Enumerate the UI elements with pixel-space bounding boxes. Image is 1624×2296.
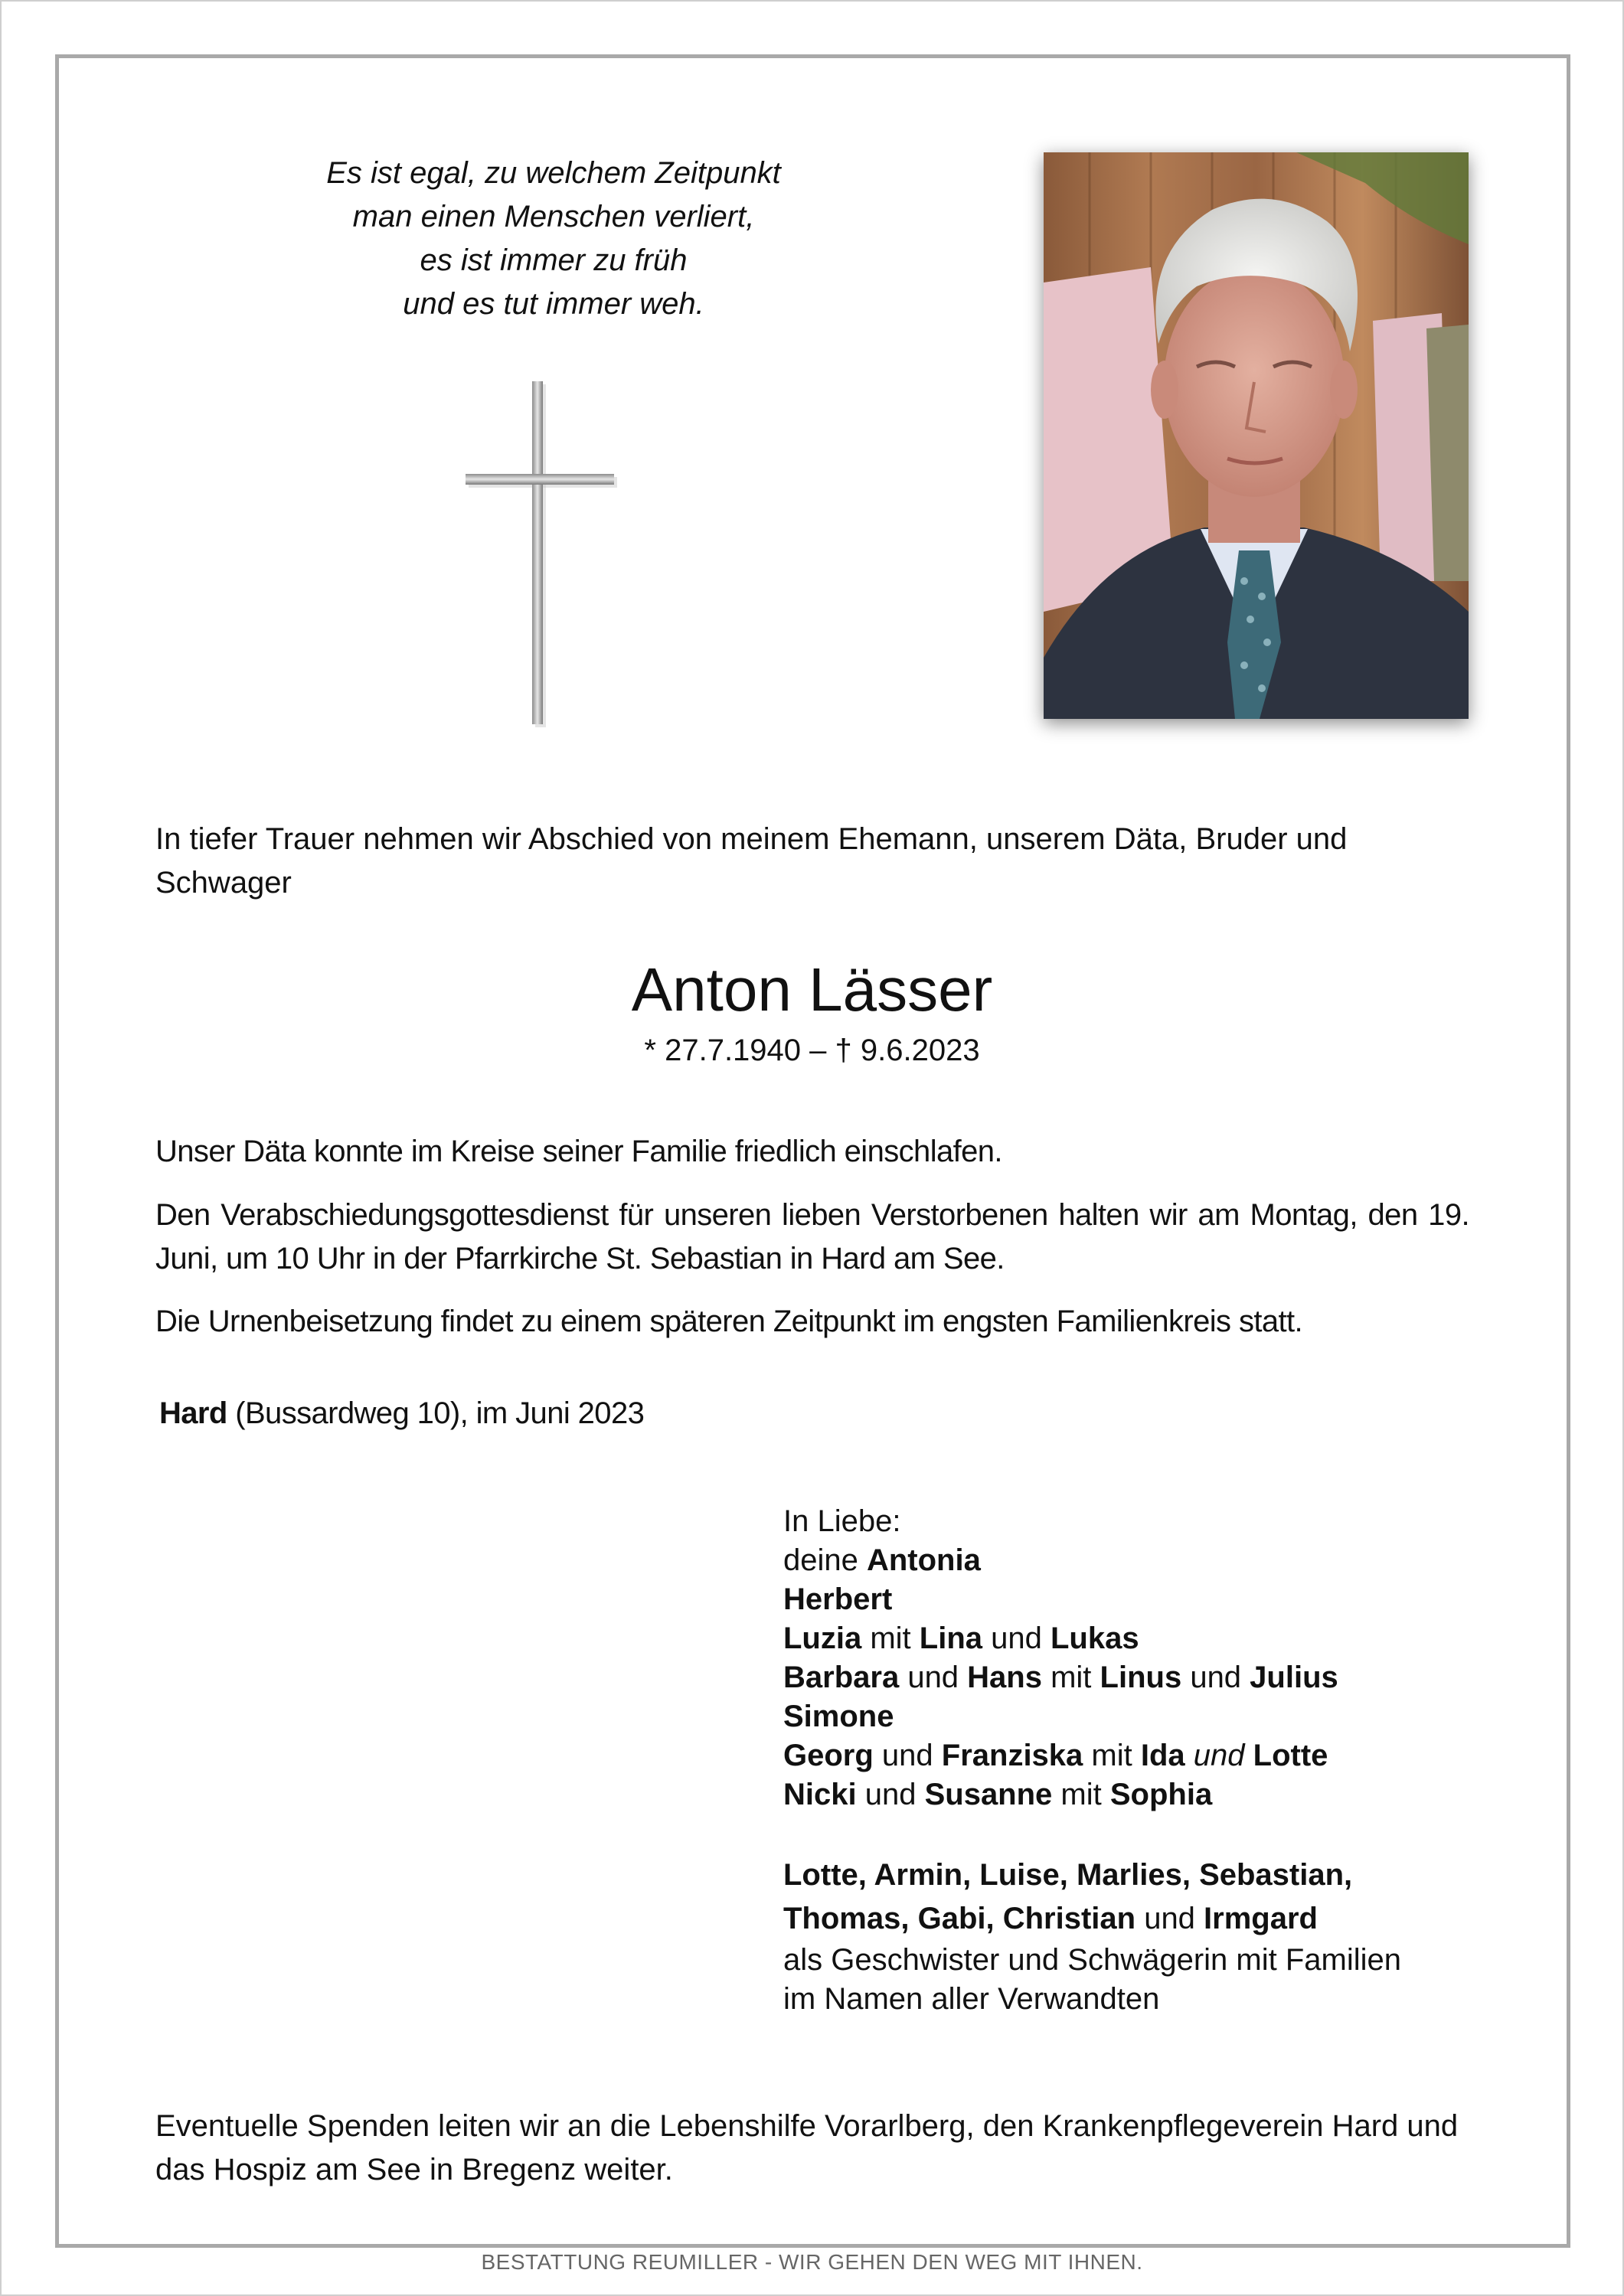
sibling-names: Thomas, Gabi, Christian [783,1902,1136,1935]
paragraph-service: Den Verabschiedungsgottesdienst für unseren lieben Verstorbenen halten wir am Montag, den 19. Juni, um 10 Uhr in der Pfarrkirche St. Sebastian in Hard am See. [155,1198,1469,1275]
mourner-name: Lukas [1050,1622,1139,1655]
word: mit [1083,1739,1141,1772]
mourner-line [783,1619,1518,1658]
mourner-name: Lotte [1253,1739,1328,1772]
portrait-photo [1044,152,1469,719]
mourner-name: Nicki [783,1778,857,1811]
siblings-line [783,1897,1518,1941]
word: und [873,1739,942,1772]
mourner-name: Herbert [783,1582,893,1616]
quote-line: man einen Menschen verliert, [352,200,755,234]
christian-cross-icon [456,377,624,730]
mourner-line [783,1580,1518,1619]
paragraph-burial: Die Urnenbeisetzung findet zu einem späteren Zeitpunkt im engsten Familienkreis statt. [155,1305,1303,1338]
funeral-home-footer: BESTATTUNG REUMILLER - WIR GEHEN DEN WEG MIT IHNEN. [481,2250,1143,2274]
memorial-quote [230,152,877,326]
relatives-note: im Namen aller Verwandten [783,1982,1160,2016]
quote-line: es ist immer zu früh [420,243,688,277]
mourner-name: Ida [1140,1739,1185,1772]
word: und [899,1661,968,1694]
mourners-heading: In Liebe: [783,1504,901,1538]
word: und [856,1778,925,1811]
word: und [1181,1661,1250,1694]
siblings-role: als Geschwister und Schwägerin mit Familien [783,1943,1401,1977]
mourner-line [783,1736,1518,1775]
quote-line: Es ist egal, zu welchem Zeitpunkt [326,156,781,190]
mourner-name: Simone [783,1700,894,1733]
word: und [1193,1739,1245,1772]
mourner-name: Franziska [941,1739,1083,1772]
sibling-names: Lotte, Armin, Luise, Marlies, Sebastian, [783,1858,1353,1892]
word: mit [1041,1661,1100,1694]
mourner-name: Linus [1100,1661,1182,1694]
quote-line: und es tut immer weh. [403,287,704,321]
donation-note: Eventuelle Spenden leiten wir an die Lebenshilfe Vorarlberg, den Krankenpflegeverein Hard und das Hospiz am See in Bregenz weiter. [155,2109,1459,2187]
mourner-line [783,1658,1518,1697]
mourner-name: Luzia [783,1622,862,1655]
paragraph-passing: Unser Däta konnte im Kreise seiner Familie friedlich einschlafen. [155,1135,1002,1168]
siblings-line [783,1853,1518,1897]
place-date-line [159,1392,644,1435]
place-name: Hard [159,1396,227,1430]
mourner-line [783,1775,1518,1814]
word: mit [1052,1778,1110,1811]
intro-text: In tiefer Trauer nehmen wir Abschied von meinem Ehemann, unserem Däta, Bruder und Schwager [155,822,1348,900]
life-dates: * 27.7.1940 – † 9.6.2023 [644,1034,980,1067]
mourner-name: Julius [1250,1661,1338,1694]
spacer [783,1814,1518,1853]
word: und [982,1622,1051,1655]
deceased-name: Anton Lässer [631,955,993,1024]
sibling-names: Irmgard [1204,1902,1318,1935]
word: mit [861,1622,920,1655]
place-date-rest: (Bussardweg 10), im Juni 2023 [227,1396,645,1430]
mourner-name: Georg [783,1739,874,1772]
word: und [1135,1902,1204,1935]
mourner-line [783,1697,1518,1736]
mourner-name: Sophia [1109,1778,1213,1811]
mourner-line [783,1541,1518,1580]
mourner-name: Susanne [924,1778,1053,1811]
mourner-name: Lina [919,1622,983,1655]
mourner-name: Barbara [783,1661,900,1694]
mourner-name: Antonia [866,1543,981,1577]
word: deine [783,1543,867,1577]
mourners-list [783,1502,1518,2019]
mourner-name: Hans [967,1661,1042,1694]
